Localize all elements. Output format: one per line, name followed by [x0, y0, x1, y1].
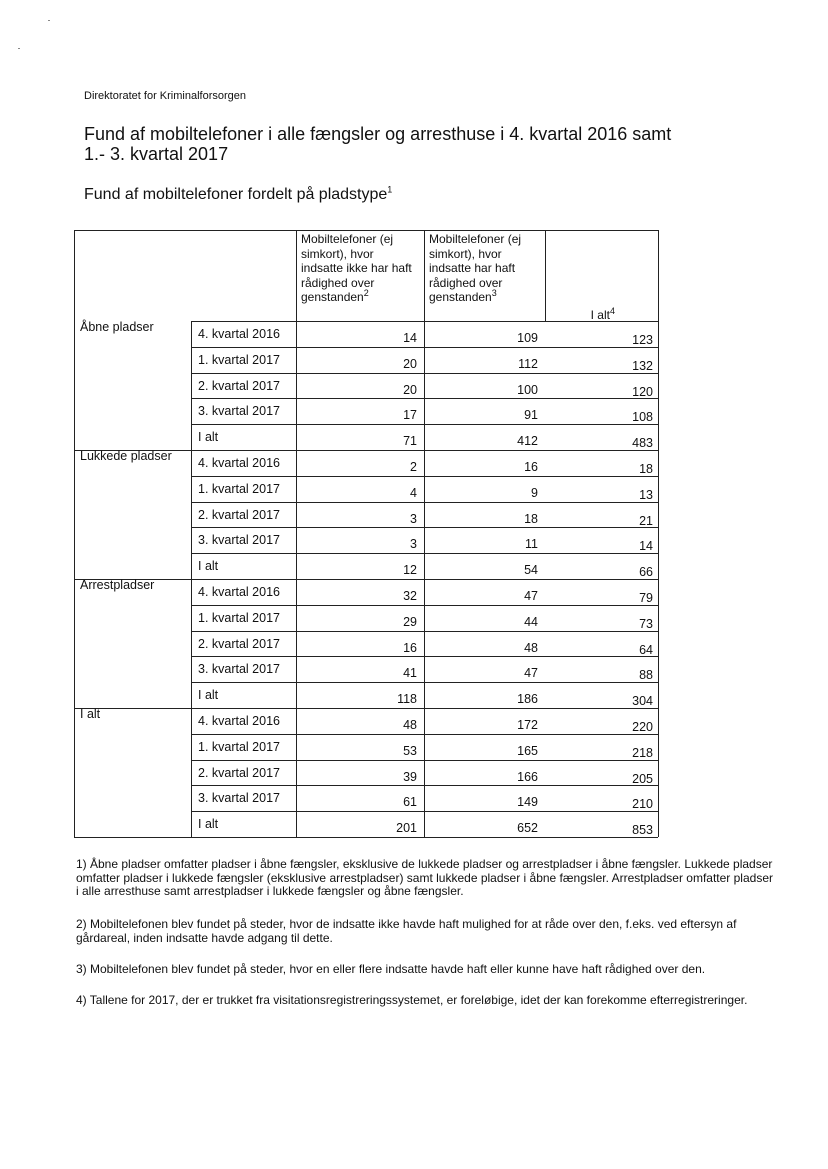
row-period: 4. kvartal 2016: [198, 456, 280, 470]
value-cell-total: 123: [632, 333, 653, 347]
row-period: 1. kvartal 2017: [198, 739, 280, 754]
value-cell-access: 47: [524, 589, 538, 603]
row-separator: [191, 476, 658, 477]
value-cell-access: 186: [517, 692, 538, 707]
value-cell-no-access: 118: [397, 692, 417, 707]
value-cell-no-access: 16: [403, 640, 417, 655]
value-cell-total: 66: [639, 565, 653, 580]
table-subtitle: [84, 186, 392, 204]
row-period: I alt: [198, 688, 219, 703]
value-cell-no-access: 3: [410, 537, 417, 552]
value-cell-access: 412: [517, 434, 538, 449]
column-header-footnote-ref: 2: [363, 288, 369, 298]
table-right-border: [658, 230, 659, 837]
value-cell-access: 172: [517, 718, 538, 732]
value-cell-no-access: 32: [403, 589, 417, 603]
group-label: Arrestpladser: [80, 578, 155, 592]
value-cell-no-access: 39: [403, 769, 417, 784]
column-divider: [545, 230, 546, 321]
column-header-label: Mobiltelefoner (ej simkort), hvor indsatte ikke har haft rådighed over genstanden: [301, 232, 412, 304]
value-cell-total: 120: [632, 384, 653, 399]
value-cell-total: 132: [632, 358, 653, 373]
value-cell-access: 9: [531, 485, 538, 500]
value-cell-total: 73: [639, 616, 653, 631]
column-header-label: Mobiltelefoner (ej simkort), hvor indsatte har haft rådighed over genstanden: [429, 232, 522, 304]
organization-name: Direktoratet for Kriminalforsorgen: [84, 90, 247, 102]
row-period: 4. kvartal 2016: [198, 585, 280, 599]
value-cell-no-access: 53: [403, 743, 417, 758]
value-cell-no-access: 61: [403, 795, 417, 810]
subtitle-footnote-ref: 1: [387, 184, 393, 195]
row-period: I alt: [198, 559, 219, 574]
row-separator: [191, 760, 658, 761]
footnote-2: 2) Mobiltelefonen blev fundet på steder, hvor de indsatte ikke havde haft mulighed for at råde over den, f.eks. ved eftersyn af gårdareal, inden indsatte havde adgang til dette.: [76, 917, 737, 945]
column-header-footnote-ref: 3: [491, 288, 497, 298]
value-cell-no-access: 71: [403, 434, 417, 449]
value-cell-total: 853: [632, 823, 653, 838]
row-separator: [191, 682, 658, 683]
value-cell-access: 16: [524, 460, 538, 474]
scan-speck: [18, 48, 20, 49]
value-cell-total: 88: [639, 668, 653, 683]
value-cell-access: 44: [524, 614, 538, 629]
row-period: 2. kvartal 2017: [198, 378, 280, 393]
value-cell-total: 18: [639, 462, 653, 476]
document-title: Fund af mobiltelefoner i alle fængsler og arresthuse i 4. kvartal 2016 samt 1.- 3. kvartal 2017: [84, 124, 672, 164]
row-separator: [191, 373, 658, 374]
footnote-1: 1) Åbne pladser omfatter pladser i åbne fængsler, eksklusive de lukkede pladser og arrestpladser i åbne fængsler. Lukkede pladser omfatter pladser i lukkede fængsler (eksklusive arrestpladser) samt lukkede pladser i åbne fængsler. Arrestpladser omfatter pladser i alle arresthuse samt arrestpladser i lukkede fængsler og åbne fængsler.: [76, 857, 773, 898]
row-period: 2. kvartal 2017: [198, 636, 280, 651]
group-label: I alt: [80, 707, 101, 721]
row-period: 1. kvartal 2017: [198, 352, 280, 367]
value-cell-total: 483: [632, 436, 653, 451]
value-cell-total: 218: [632, 745, 653, 760]
value-cell-no-access: 41: [403, 666, 417, 681]
value-cell-access: 652: [517, 821, 538, 836]
row-separator: [191, 424, 658, 425]
row-separator: [191, 450, 658, 451]
value-cell-no-access: 48: [403, 718, 417, 732]
row-period: 3. kvartal 2017: [198, 533, 280, 548]
value-cell-total: 14: [639, 539, 653, 554]
table-top-border: [74, 230, 658, 231]
row-period: I alt: [198, 817, 219, 832]
value-cell-access: 18: [524, 511, 538, 526]
row-separator: [191, 605, 658, 606]
value-cell-no-access: 17: [403, 408, 417, 423]
footnote-4: 4) Tallene for 2017, der er trukket fra visitationsregistreringssystemet, er foreløbige, idet der kan forekomme efterregistreringer.: [76, 993, 748, 1007]
footnote-3: 3) Mobiltelefonen blev fundet på steder, hvor en eller flere indsatte havde haft eller kunne have haft rådighed over den.: [76, 962, 706, 976]
row-separator: [191, 527, 658, 528]
row-period: 1. kvartal 2017: [198, 610, 280, 625]
group-label: Lukkede pladser: [80, 449, 172, 463]
value-cell-no-access: 12: [403, 563, 417, 578]
row-separator: [191, 811, 658, 812]
row-period: 4. kvartal 2016: [198, 714, 280, 728]
row-separator: [191, 553, 658, 554]
row-period: 2. kvartal 2017: [198, 507, 280, 522]
column-header-label: I alt: [590, 308, 610, 322]
value-cell-access: 149: [517, 795, 538, 810]
row-separator: [191, 785, 658, 786]
column-header-footnote-ref: 4: [609, 306, 615, 316]
row-period: 3. kvartal 2017: [198, 662, 280, 677]
value-cell-no-access: 4: [410, 485, 417, 500]
row-period: 2. kvartal 2017: [198, 765, 280, 780]
value-cell-no-access: 20: [403, 382, 417, 397]
value-cell-no-access: 14: [403, 331, 417, 345]
value-cell-total: 79: [639, 591, 653, 605]
row-period: 4. kvartal 2016: [198, 327, 280, 341]
value-cell-access: 48: [524, 640, 538, 655]
row-period: 3. kvartal 2017: [198, 404, 280, 419]
value-cell-total: 220: [632, 720, 653, 734]
value-cell-total: 205: [632, 771, 653, 786]
row-period: 3. kvartal 2017: [198, 791, 280, 806]
value-cell-no-access: 3: [410, 511, 417, 526]
row-period: 1. kvartal 2017: [198, 481, 280, 496]
value-cell-total: 108: [632, 410, 653, 425]
value-cell-access: 112: [518, 356, 538, 371]
group-label: Åbne pladser: [80, 320, 154, 334]
value-cell-access: 54: [524, 563, 538, 578]
value-cell-no-access: 20: [403, 356, 417, 371]
value-cell-total: 64: [639, 642, 653, 657]
row-separator: [191, 579, 658, 580]
row-separator: [191, 708, 658, 709]
value-cell-total: 21: [639, 513, 653, 528]
row-separator: [191, 347, 658, 348]
value-cell-total: 13: [639, 487, 653, 502]
column-header-2: [429, 232, 538, 305]
row-separator: [191, 398, 658, 399]
value-cell-access: 166: [517, 769, 538, 784]
value-cell-no-access: 201: [396, 821, 417, 836]
value-cell-access: 47: [524, 666, 538, 681]
value-cell-access: 100: [517, 382, 538, 397]
column-header-1: [301, 232, 417, 305]
row-separator: [191, 734, 658, 735]
value-cell-access: 109: [517, 331, 538, 345]
value-cell-total: 210: [632, 797, 653, 812]
row-separator: [191, 631, 658, 632]
value-cell-access: 91: [524, 408, 538, 423]
scan-speck: [48, 20, 50, 21]
value-cell-total: 304: [632, 694, 653, 709]
row-period: I alt: [198, 430, 219, 445]
value-cell-access: 11: [525, 537, 538, 552]
row-separator: [191, 656, 658, 657]
row-separator: [191, 502, 658, 503]
value-cell-no-access: 2: [410, 460, 417, 474]
value-cell-access: 165: [517, 743, 538, 758]
table-left-border: [74, 230, 75, 837]
column-header-3: [550, 308, 615, 323]
value-cell-no-access: 29: [403, 614, 417, 629]
subtitle-text: Fund af mobiltelefoner fordelt på pladstype: [84, 186, 388, 203]
